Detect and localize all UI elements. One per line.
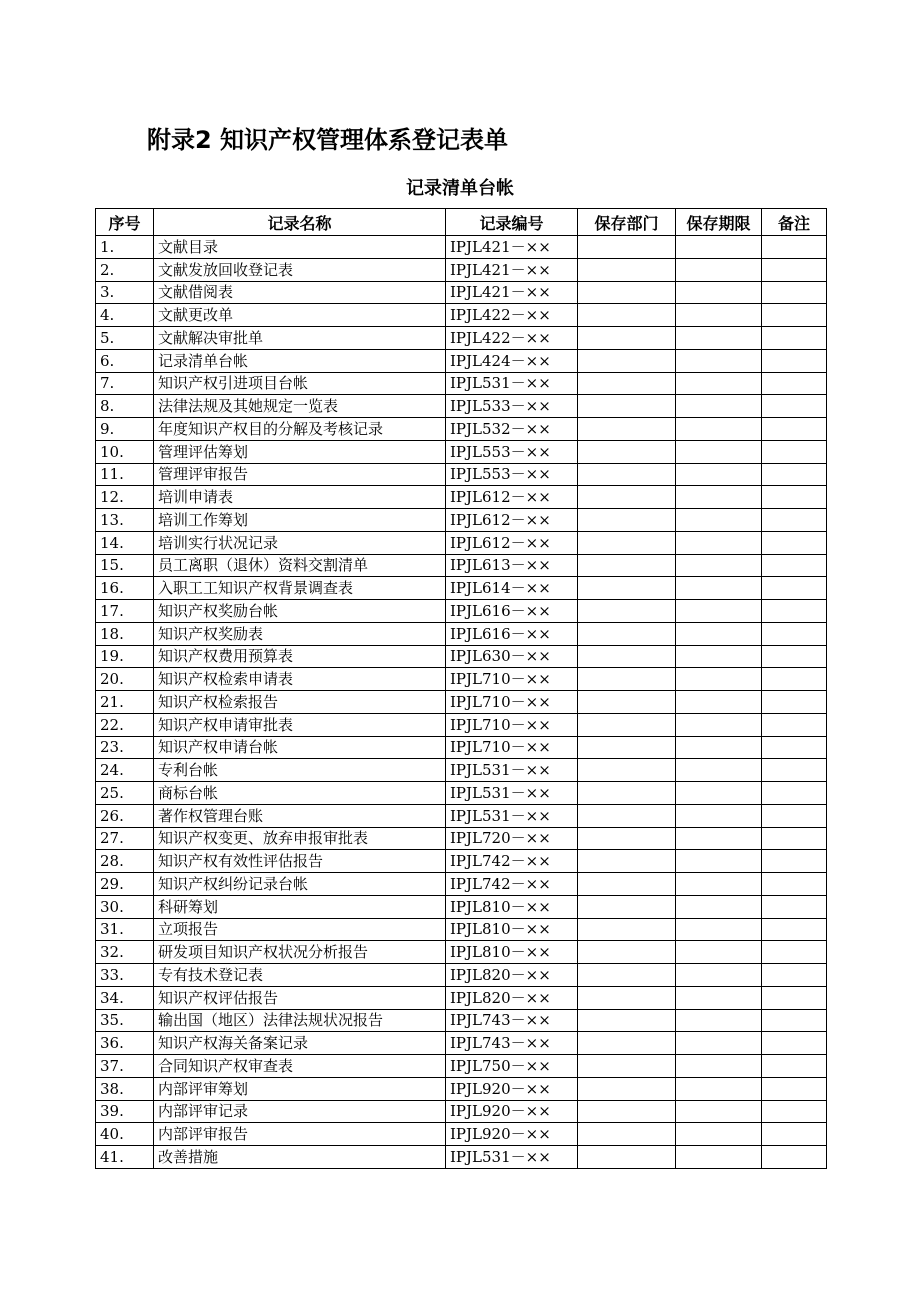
cell-serial: 32.: [96, 941, 154, 964]
cell-remark: [762, 531, 827, 554]
cell-remark: [762, 349, 827, 372]
cell-record-code: IPJL531－××: [446, 782, 578, 805]
cell-remark: [762, 600, 827, 623]
cell-storage-dept: [578, 713, 676, 736]
cell-serial: 8.: [96, 395, 154, 418]
cell-record-code: IPJL743－××: [446, 1032, 578, 1055]
cell-remark: [762, 236, 827, 259]
cell-retention-period: [676, 1009, 762, 1032]
cell-record-code: IPJL710－××: [446, 691, 578, 714]
cell-record-name: 知识产权引进项目台帐: [154, 372, 446, 395]
cell-record-code: IPJL720－××: [446, 827, 578, 850]
cell-retention-period: [676, 463, 762, 486]
cell-storage-dept: [578, 622, 676, 645]
cell-retention-period: [676, 668, 762, 691]
cell-retention-period: [676, 554, 762, 577]
cell-retention-period: [676, 713, 762, 736]
cell-storage-dept: [578, 509, 676, 532]
cell-storage-dept: [578, 304, 676, 327]
cell-serial: 29.: [96, 873, 154, 896]
table-row: [96, 1123, 827, 1146]
cell-storage-dept: [578, 577, 676, 600]
cell-record-name: 知识产权奖励台帐: [154, 600, 446, 623]
cell-record-name: 文献借阅表: [154, 281, 446, 304]
table-row: [96, 509, 827, 532]
table-row: [96, 463, 827, 486]
table-row: [96, 1032, 827, 1055]
cell-storage-dept: [578, 281, 676, 304]
cell-remark: [762, 281, 827, 304]
cell-remark: [762, 895, 827, 918]
cell-remark: [762, 850, 827, 873]
cell-retention-period: [676, 531, 762, 554]
table-row: [96, 258, 827, 281]
cell-storage-dept: [578, 418, 676, 441]
cell-record-name: 内部评审报告: [154, 1123, 446, 1146]
cell-remark: [762, 1032, 827, 1055]
cell-serial: 35.: [96, 1009, 154, 1032]
cell-serial: 15.: [96, 554, 154, 577]
cell-record-name: 知识产权费用预算表: [154, 645, 446, 668]
cell-serial: 39.: [96, 1100, 154, 1123]
cell-retention-period: [676, 258, 762, 281]
cell-remark: [762, 1077, 827, 1100]
column-header-remark: 备注: [762, 209, 827, 236]
cell-serial: 18.: [96, 622, 154, 645]
cell-record-name: 员工离职（退休）资料交割清单: [154, 554, 446, 577]
cell-serial: 33.: [96, 964, 154, 987]
cell-record-name: 知识产权奖励表: [154, 622, 446, 645]
cell-retention-period: [676, 1123, 762, 1146]
table-row: [96, 691, 827, 714]
cell-record-code: IPJL422－××: [446, 327, 578, 350]
cell-record-code: IPJL613－××: [446, 554, 578, 577]
cell-retention-period: [676, 964, 762, 987]
cell-record-name: 培训实行状况记录: [154, 531, 446, 554]
cell-remark: [762, 941, 827, 964]
cell-remark: [762, 463, 827, 486]
cell-serial: 9.: [96, 418, 154, 441]
cell-serial: 13.: [96, 509, 154, 532]
cell-storage-dept: [578, 759, 676, 782]
cell-retention-period: [676, 986, 762, 1009]
cell-storage-dept: [578, 1077, 676, 1100]
cell-record-name: 文献更改单: [154, 304, 446, 327]
cell-storage-dept: [578, 258, 676, 281]
cell-storage-dept: [578, 327, 676, 350]
cell-storage-dept: [578, 1055, 676, 1078]
table-row: [96, 645, 827, 668]
cell-storage-dept: [578, 804, 676, 827]
cell-serial: 19.: [96, 645, 154, 668]
cell-retention-period: [676, 304, 762, 327]
cell-record-code: IPJL920－××: [446, 1077, 578, 1100]
cell-serial: 14.: [96, 531, 154, 554]
table-row: [96, 236, 827, 259]
cell-retention-period: [676, 418, 762, 441]
cell-remark: [762, 1055, 827, 1078]
table-title: 记录清单台帐: [406, 178, 514, 199]
cell-record-code: IPJL820－××: [446, 964, 578, 987]
cell-remark: [762, 918, 827, 941]
cell-retention-period: [676, 645, 762, 668]
table-row: [96, 1055, 827, 1078]
cell-record-code: IPJL710－××: [446, 736, 578, 759]
table-header-row: [96, 209, 827, 236]
cell-remark: [762, 827, 827, 850]
cell-record-code: IPJL630－××: [446, 645, 578, 668]
cell-record-code: IPJL531－××: [446, 1146, 578, 1169]
table-row: [96, 1146, 827, 1169]
table-row: [96, 850, 827, 873]
cell-storage-dept: [578, 1146, 676, 1169]
cell-retention-period: [676, 1055, 762, 1078]
cell-storage-dept: [578, 645, 676, 668]
cell-remark: [762, 986, 827, 1009]
cell-retention-period: [676, 1032, 762, 1055]
cell-serial: 41.: [96, 1146, 154, 1169]
table-row: [96, 577, 827, 600]
cell-storage-dept: [578, 395, 676, 418]
cell-record-name: 知识产权有效性评估报告: [154, 850, 446, 873]
cell-retention-period: [676, 918, 762, 941]
cell-serial: 3.: [96, 281, 154, 304]
cell-remark: [762, 304, 827, 327]
column-header-serial: 序号: [96, 209, 154, 236]
cell-record-code: IPJL424－××: [446, 349, 578, 372]
table-row: [96, 327, 827, 350]
cell-remark: [762, 645, 827, 668]
cell-retention-period: [676, 600, 762, 623]
cell-record-code: IPJL743－××: [446, 1009, 578, 1032]
cell-record-code: IPJL810－××: [446, 918, 578, 941]
cell-record-name: 法律法规及其她规定一览表: [154, 395, 446, 418]
cell-record-code: IPJL421－××: [446, 258, 578, 281]
cell-record-name: 改善措施: [154, 1146, 446, 1169]
cell-storage-dept: [578, 964, 676, 987]
cell-record-code: IPJL531－××: [446, 372, 578, 395]
cell-storage-dept: [578, 349, 676, 372]
cell-remark: [762, 622, 827, 645]
cell-serial: 4.: [96, 304, 154, 327]
table-row: [96, 440, 827, 463]
cell-serial: 6.: [96, 349, 154, 372]
cell-record-name: 专有技术登记表: [154, 964, 446, 987]
cell-record-code: IPJL553－××: [446, 440, 578, 463]
cell-storage-dept: [578, 850, 676, 873]
cell-retention-period: [676, 941, 762, 964]
table-row: [96, 1009, 827, 1032]
cell-remark: [762, 1100, 827, 1123]
cell-retention-period: [676, 1146, 762, 1169]
cell-storage-dept: [578, 895, 676, 918]
cell-serial: 25.: [96, 782, 154, 805]
cell-record-name: 培训申请表: [154, 486, 446, 509]
column-header-record-code: 记录编号: [446, 209, 578, 236]
cell-serial: 5.: [96, 327, 154, 350]
cell-remark: [762, 759, 827, 782]
cell-record-name: 文献解决审批单: [154, 327, 446, 350]
cell-storage-dept: [578, 600, 676, 623]
cell-retention-period: [676, 509, 762, 532]
cell-record-name: 文献目录: [154, 236, 446, 259]
table-row: [96, 1100, 827, 1123]
cell-record-code: IPJL531－××: [446, 804, 578, 827]
cell-retention-period: [676, 1077, 762, 1100]
cell-retention-period: [676, 691, 762, 714]
cell-storage-dept: [578, 986, 676, 1009]
cell-remark: [762, 418, 827, 441]
table-row: [96, 895, 827, 918]
cell-serial: 2.: [96, 258, 154, 281]
cell-record-code: IPJL612－××: [446, 486, 578, 509]
cell-record-code: IPJL810－××: [446, 895, 578, 918]
cell-remark: [762, 1123, 827, 1146]
cell-record-code: IPJL421－××: [446, 236, 578, 259]
cell-serial: 12.: [96, 486, 154, 509]
cell-retention-period: [676, 827, 762, 850]
cell-record-code: IPJL612－××: [446, 509, 578, 532]
cell-retention-period: [676, 759, 762, 782]
cell-record-name: 年度知识产权目的分解及考核记录: [154, 418, 446, 441]
table-row: [96, 372, 827, 395]
cell-storage-dept: [578, 736, 676, 759]
table-body: [96, 236, 827, 1169]
cell-record-code: IPJL920－××: [446, 1123, 578, 1146]
cell-record-code: IPJL742－××: [446, 850, 578, 873]
table-row: [96, 986, 827, 1009]
cell-record-name: 知识产权纠纷记录台帐: [154, 873, 446, 896]
cell-serial: 22.: [96, 713, 154, 736]
cell-record-code: IPJL533－××: [446, 395, 578, 418]
cell-remark: [762, 713, 827, 736]
cell-remark: [762, 804, 827, 827]
cell-remark: [762, 258, 827, 281]
cell-record-name: 内部评审筹划: [154, 1077, 446, 1100]
cell-serial: 37.: [96, 1055, 154, 1078]
cell-retention-period: [676, 577, 762, 600]
cell-remark: [762, 782, 827, 805]
cell-record-name: 管理评估筹划: [154, 440, 446, 463]
table-row: [96, 713, 827, 736]
cell-record-code: IPJL553－××: [446, 463, 578, 486]
cell-remark: [762, 736, 827, 759]
cell-record-name: 知识产权海关备案记录: [154, 1032, 446, 1055]
cell-serial: 17.: [96, 600, 154, 623]
cell-storage-dept: [578, 668, 676, 691]
cell-serial: 36.: [96, 1032, 154, 1055]
cell-record-code: IPJL531－××: [446, 759, 578, 782]
table-row: [96, 554, 827, 577]
table-row: [96, 1077, 827, 1100]
cell-retention-period: [676, 736, 762, 759]
cell-record-name: 知识产权检索报告: [154, 691, 446, 714]
cell-serial: 40.: [96, 1123, 154, 1146]
table-row: [96, 759, 827, 782]
table-row: [96, 622, 827, 645]
cell-record-code: IPJL422－××: [446, 304, 578, 327]
table-row: [96, 418, 827, 441]
cell-storage-dept: [578, 554, 676, 577]
cell-serial: 23.: [96, 736, 154, 759]
cell-record-name: 文献发放回收登记表: [154, 258, 446, 281]
page-title: 附录2 知识产权管理体系登记表单: [147, 126, 509, 154]
table-row: [96, 668, 827, 691]
cell-storage-dept: [578, 486, 676, 509]
table-row: [96, 304, 827, 327]
cell-storage-dept: [578, 782, 676, 805]
cell-retention-period: [676, 236, 762, 259]
cell-serial: 11.: [96, 463, 154, 486]
cell-record-name: 入职工工知识产权背景调查表: [154, 577, 446, 600]
cell-record-code: IPJL710－××: [446, 713, 578, 736]
cell-storage-dept: [578, 1009, 676, 1032]
cell-retention-period: [676, 281, 762, 304]
cell-record-name: 立项报告: [154, 918, 446, 941]
cell-record-name: 知识产权申请台帐: [154, 736, 446, 759]
cell-record-name: 专利台帐: [154, 759, 446, 782]
cell-serial: 27.: [96, 827, 154, 850]
cell-record-code: IPJL421－××: [446, 281, 578, 304]
cell-serial: 20.: [96, 668, 154, 691]
cell-retention-period: [676, 327, 762, 350]
cell-remark: [762, 1146, 827, 1169]
cell-record-name: 科研筹划: [154, 895, 446, 918]
cell-retention-period: [676, 486, 762, 509]
cell-record-name: 管理评审报告: [154, 463, 446, 486]
cell-serial: 24.: [96, 759, 154, 782]
cell-storage-dept: [578, 236, 676, 259]
cell-record-name: 培训工作筹划: [154, 509, 446, 532]
cell-serial: 10.: [96, 440, 154, 463]
cell-record-code: IPJL614－××: [446, 577, 578, 600]
cell-serial: 38.: [96, 1077, 154, 1100]
cell-remark: [762, 509, 827, 532]
cell-storage-dept: [578, 827, 676, 850]
cell-retention-period: [676, 782, 762, 805]
cell-retention-period: [676, 804, 762, 827]
cell-record-code: IPJL616－××: [446, 600, 578, 623]
cell-record-name: 合同知识产权审查表: [154, 1055, 446, 1078]
table-row: [96, 804, 827, 827]
cell-retention-period: [676, 372, 762, 395]
cell-storage-dept: [578, 691, 676, 714]
cell-record-code: IPJL820－××: [446, 986, 578, 1009]
table-row: [96, 349, 827, 372]
cell-retention-period: [676, 622, 762, 645]
cell-record-name: 知识产权检索申请表: [154, 668, 446, 691]
table-row: [96, 782, 827, 805]
cell-retention-period: [676, 440, 762, 463]
cell-storage-dept: [578, 1100, 676, 1123]
table-row: [96, 827, 827, 850]
table-row: [96, 395, 827, 418]
cell-storage-dept: [578, 1032, 676, 1055]
cell-record-name: 知识产权申请审批表: [154, 713, 446, 736]
cell-retention-period: [676, 873, 762, 896]
column-header-retention-period: 保存期限: [676, 209, 762, 236]
cell-record-name: 商标台帐: [154, 782, 446, 805]
table-row: [96, 736, 827, 759]
cell-record-name: 研发项目知识产权状况分析报告: [154, 941, 446, 964]
cell-storage-dept: [578, 372, 676, 395]
cell-remark: [762, 395, 827, 418]
cell-serial: 21.: [96, 691, 154, 714]
cell-record-code: IPJL750－××: [446, 1055, 578, 1078]
cell-serial: 1.: [96, 236, 154, 259]
cell-retention-period: [676, 1100, 762, 1123]
table-row: [96, 873, 827, 896]
cell-storage-dept: [578, 531, 676, 554]
cell-record-code: IPJL710－××: [446, 668, 578, 691]
cell-record-name: 内部评审记录: [154, 1100, 446, 1123]
cell-retention-period: [676, 349, 762, 372]
cell-storage-dept: [578, 440, 676, 463]
cell-remark: [762, 554, 827, 577]
table-row: [96, 600, 827, 623]
record-register-table: [95, 208, 827, 1169]
table-row: [96, 941, 827, 964]
cell-storage-dept: [578, 873, 676, 896]
table-row: [96, 486, 827, 509]
cell-record-name: 输出国（地区）法律法规状况报告: [154, 1009, 446, 1032]
table-row: [96, 964, 827, 987]
table-row: [96, 918, 827, 941]
cell-remark: [762, 577, 827, 600]
cell-record-code: IPJL532－××: [446, 418, 578, 441]
cell-record-code: IPJL616－××: [446, 622, 578, 645]
cell-serial: 31.: [96, 918, 154, 941]
cell-storage-dept: [578, 918, 676, 941]
cell-record-name: 著作权管理台账: [154, 804, 446, 827]
cell-record-name: 知识产权变更、放弃申报审批表: [154, 827, 446, 850]
cell-storage-dept: [578, 463, 676, 486]
table-row: [96, 531, 827, 554]
cell-serial: 16.: [96, 577, 154, 600]
cell-record-code: IPJL612－××: [446, 531, 578, 554]
cell-record-code: IPJL920－××: [446, 1100, 578, 1123]
cell-remark: [762, 691, 827, 714]
cell-remark: [762, 486, 827, 509]
column-header-storage-dept: 保存部门: [578, 209, 676, 236]
cell-record-code: IPJL810－××: [446, 941, 578, 964]
cell-record-name: 知识产权评估报告: [154, 986, 446, 1009]
cell-retention-period: [676, 395, 762, 418]
cell-serial: 30.: [96, 895, 154, 918]
cell-serial: 26.: [96, 804, 154, 827]
cell-record-name: 记录清单台帐: [154, 349, 446, 372]
cell-remark: [762, 327, 827, 350]
cell-remark: [762, 964, 827, 987]
cell-remark: [762, 372, 827, 395]
column-header-record-name: 记录名称: [154, 209, 446, 236]
cell-remark: [762, 440, 827, 463]
cell-remark: [762, 1009, 827, 1032]
cell-remark: [762, 668, 827, 691]
cell-retention-period: [676, 895, 762, 918]
cell-serial: 28.: [96, 850, 154, 873]
table-row: [96, 281, 827, 304]
cell-record-code: IPJL742－××: [446, 873, 578, 896]
cell-serial: 34.: [96, 986, 154, 1009]
cell-storage-dept: [578, 1123, 676, 1146]
cell-remark: [762, 873, 827, 896]
cell-storage-dept: [578, 941, 676, 964]
cell-serial: 7.: [96, 372, 154, 395]
cell-retention-period: [676, 850, 762, 873]
